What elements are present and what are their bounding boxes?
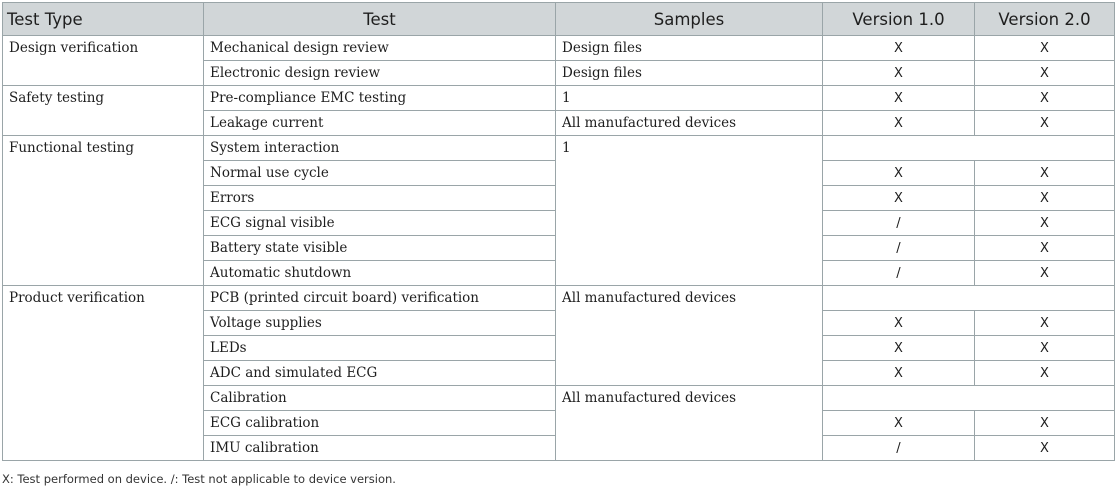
v2-cell: X xyxy=(975,436,1115,461)
table-row xyxy=(3,286,1115,311)
test-matrix-table xyxy=(2,2,1115,461)
header-version-2: Version 2.0 xyxy=(975,3,1115,36)
v1-cell: X xyxy=(823,61,975,86)
test-cell: ADC and simulated ECG xyxy=(204,361,556,386)
v1-cell: X xyxy=(823,36,975,61)
v2-cell: X xyxy=(975,161,1115,186)
test-type-cell: Safety testing xyxy=(3,86,204,136)
table-row xyxy=(3,136,1115,161)
v2-cell: X xyxy=(975,361,1115,386)
test-cell: Normal use cycle xyxy=(204,161,556,186)
v1-cell: / xyxy=(823,236,975,261)
v1-cell: X xyxy=(823,186,975,211)
test-cell: Voltage supplies xyxy=(204,311,556,336)
samples-cell: 1 xyxy=(556,86,823,111)
header-row xyxy=(3,3,1115,36)
samples-cell: 1 xyxy=(556,136,823,286)
test-cell: Mechanical design review xyxy=(204,36,556,61)
samples-cell: All manufactured devices xyxy=(556,386,823,461)
test-cell: PCB (printed circuit board) verification xyxy=(204,286,556,311)
v2-cell: X xyxy=(975,261,1115,286)
v2-cell: X xyxy=(975,111,1115,136)
samples-cell: All manufactured devices xyxy=(556,111,823,136)
v2-cell: X xyxy=(975,186,1115,211)
samples-cell: Design files xyxy=(556,36,823,61)
v1-cell: X xyxy=(823,311,975,336)
merged-version-cell xyxy=(823,136,1115,161)
v1-cell: X xyxy=(823,111,975,136)
test-cell: Battery state visible xyxy=(204,236,556,261)
header-version-1: Version 1.0 xyxy=(823,3,975,36)
v1-cell: X xyxy=(823,336,975,361)
v2-cell: X xyxy=(975,211,1115,236)
header-test: Test xyxy=(204,3,556,36)
v1-cell: X xyxy=(823,411,975,436)
test-type-cell: Design verification xyxy=(3,36,204,86)
test-cell: Leakage current xyxy=(204,111,556,136)
test-cell: Calibration xyxy=(204,386,556,411)
test-cell: Automatic shutdown xyxy=(204,261,556,286)
v2-cell: X xyxy=(975,36,1115,61)
header-test-type: Test Type xyxy=(3,3,204,36)
test-cell: Errors xyxy=(204,186,556,211)
test-cell: LEDs xyxy=(204,336,556,361)
v2-cell: X xyxy=(975,61,1115,86)
v1-cell: / xyxy=(823,211,975,236)
test-type-cell: Product verification xyxy=(3,286,204,461)
v2-cell: X xyxy=(975,336,1115,361)
test-cell: Pre-compliance EMC testing xyxy=(204,86,556,111)
merged-version-cell xyxy=(823,386,1115,411)
v1-cell: / xyxy=(823,436,975,461)
samples-cell: All manufactured devices xyxy=(556,286,823,386)
test-cell: IMU calibration xyxy=(204,436,556,461)
v2-cell: X xyxy=(975,236,1115,261)
v1-cell: / xyxy=(823,261,975,286)
v2-cell: X xyxy=(975,311,1115,336)
v1-cell: X xyxy=(823,86,975,111)
samples-cell: Design files xyxy=(556,61,823,86)
v2-cell: X xyxy=(975,86,1115,111)
v2-cell: X xyxy=(975,411,1115,436)
v1-cell: X xyxy=(823,361,975,386)
v1-cell: X xyxy=(823,161,975,186)
test-cell: Electronic design review xyxy=(204,61,556,86)
table-footnote: X: Test performed on device. /: Test not applicable to device version. xyxy=(2,472,396,486)
test-cell: System interaction xyxy=(204,136,556,161)
merged-version-cell xyxy=(823,286,1115,311)
test-cell: ECG signal visible xyxy=(204,211,556,236)
table-row xyxy=(3,86,1115,111)
header-samples: Samples xyxy=(556,3,823,36)
test-cell: ECG calibration xyxy=(204,411,556,436)
test-type-cell: Functional testing xyxy=(3,136,204,286)
table-row xyxy=(3,36,1115,61)
